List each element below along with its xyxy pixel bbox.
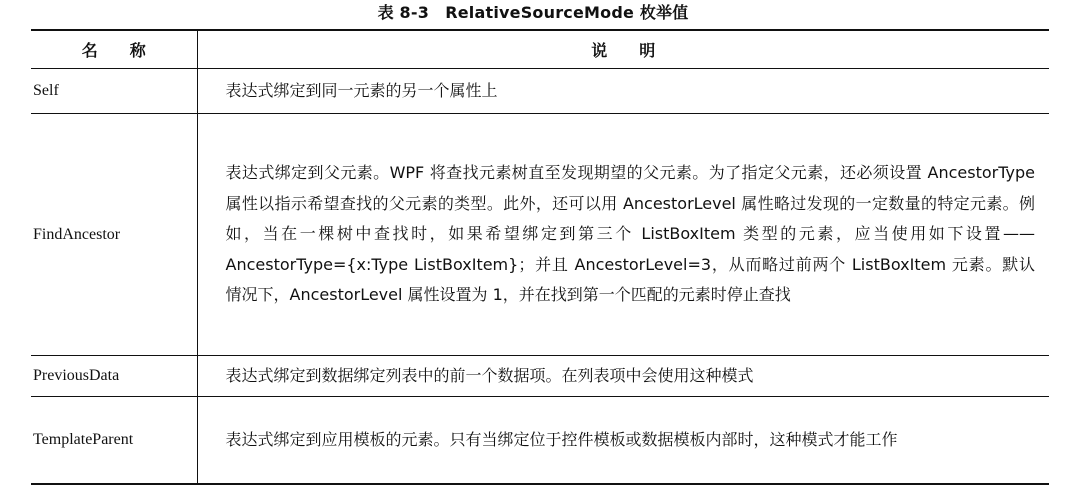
row-description: 表达式绑定到数据绑定列表中的前一个数据项。在列表项中会使用这种模式 xyxy=(225,365,754,385)
table-header xyxy=(31,30,1049,69)
row-name: Self xyxy=(31,69,197,114)
row-name: PreviousData xyxy=(31,356,197,397)
table-body xyxy=(31,69,1049,485)
header-name: 名 称 xyxy=(31,30,197,69)
row-description: 表达式绑定到应用模板的元素。只有当绑定位于控件模板或数据模板内部时，这种模式才能工作 xyxy=(225,429,898,449)
table-caption: 表 8-3 RelativeSourceMode 枚举值 xyxy=(377,3,689,22)
enum-table xyxy=(31,29,1049,485)
relative-source-mode-table xyxy=(31,29,1049,485)
table-row xyxy=(31,356,1049,397)
row-description: 表达式绑定到父元素。WPF 将查找元素树直至发现期望的父元素。为了指定父元素，还必须设置 AncestorType 属性以指示希望查找的父元素的类型。此外，还可以用 AncestorLevel 属性略过发现的一定数量的特定元素。例如，当在一棵树中查找时，如果希望绑定到第三个 ListBoxItem 类型的元素，应当使用如下设置——AncestorType={x:Type ListBoxItem}；并且 AncestorLevel=3，从而略过前两个 ListBoxItem 元素。默认情况下，AncestorLevel 属性设置为 1，并在找到第一个匹配的元素时停止查找 xyxy=(225,163,1035,305)
table-row xyxy=(31,69,1049,114)
header-row xyxy=(31,30,1049,69)
table-row xyxy=(31,114,1049,356)
table-row xyxy=(31,397,1049,485)
header-description: 说 明 xyxy=(591,41,656,60)
row-name: TemplateParent xyxy=(31,397,197,485)
row-description: 表达式绑定到同一元素的另一个属性上 xyxy=(225,80,498,100)
row-name: FindAncestor xyxy=(31,114,197,356)
